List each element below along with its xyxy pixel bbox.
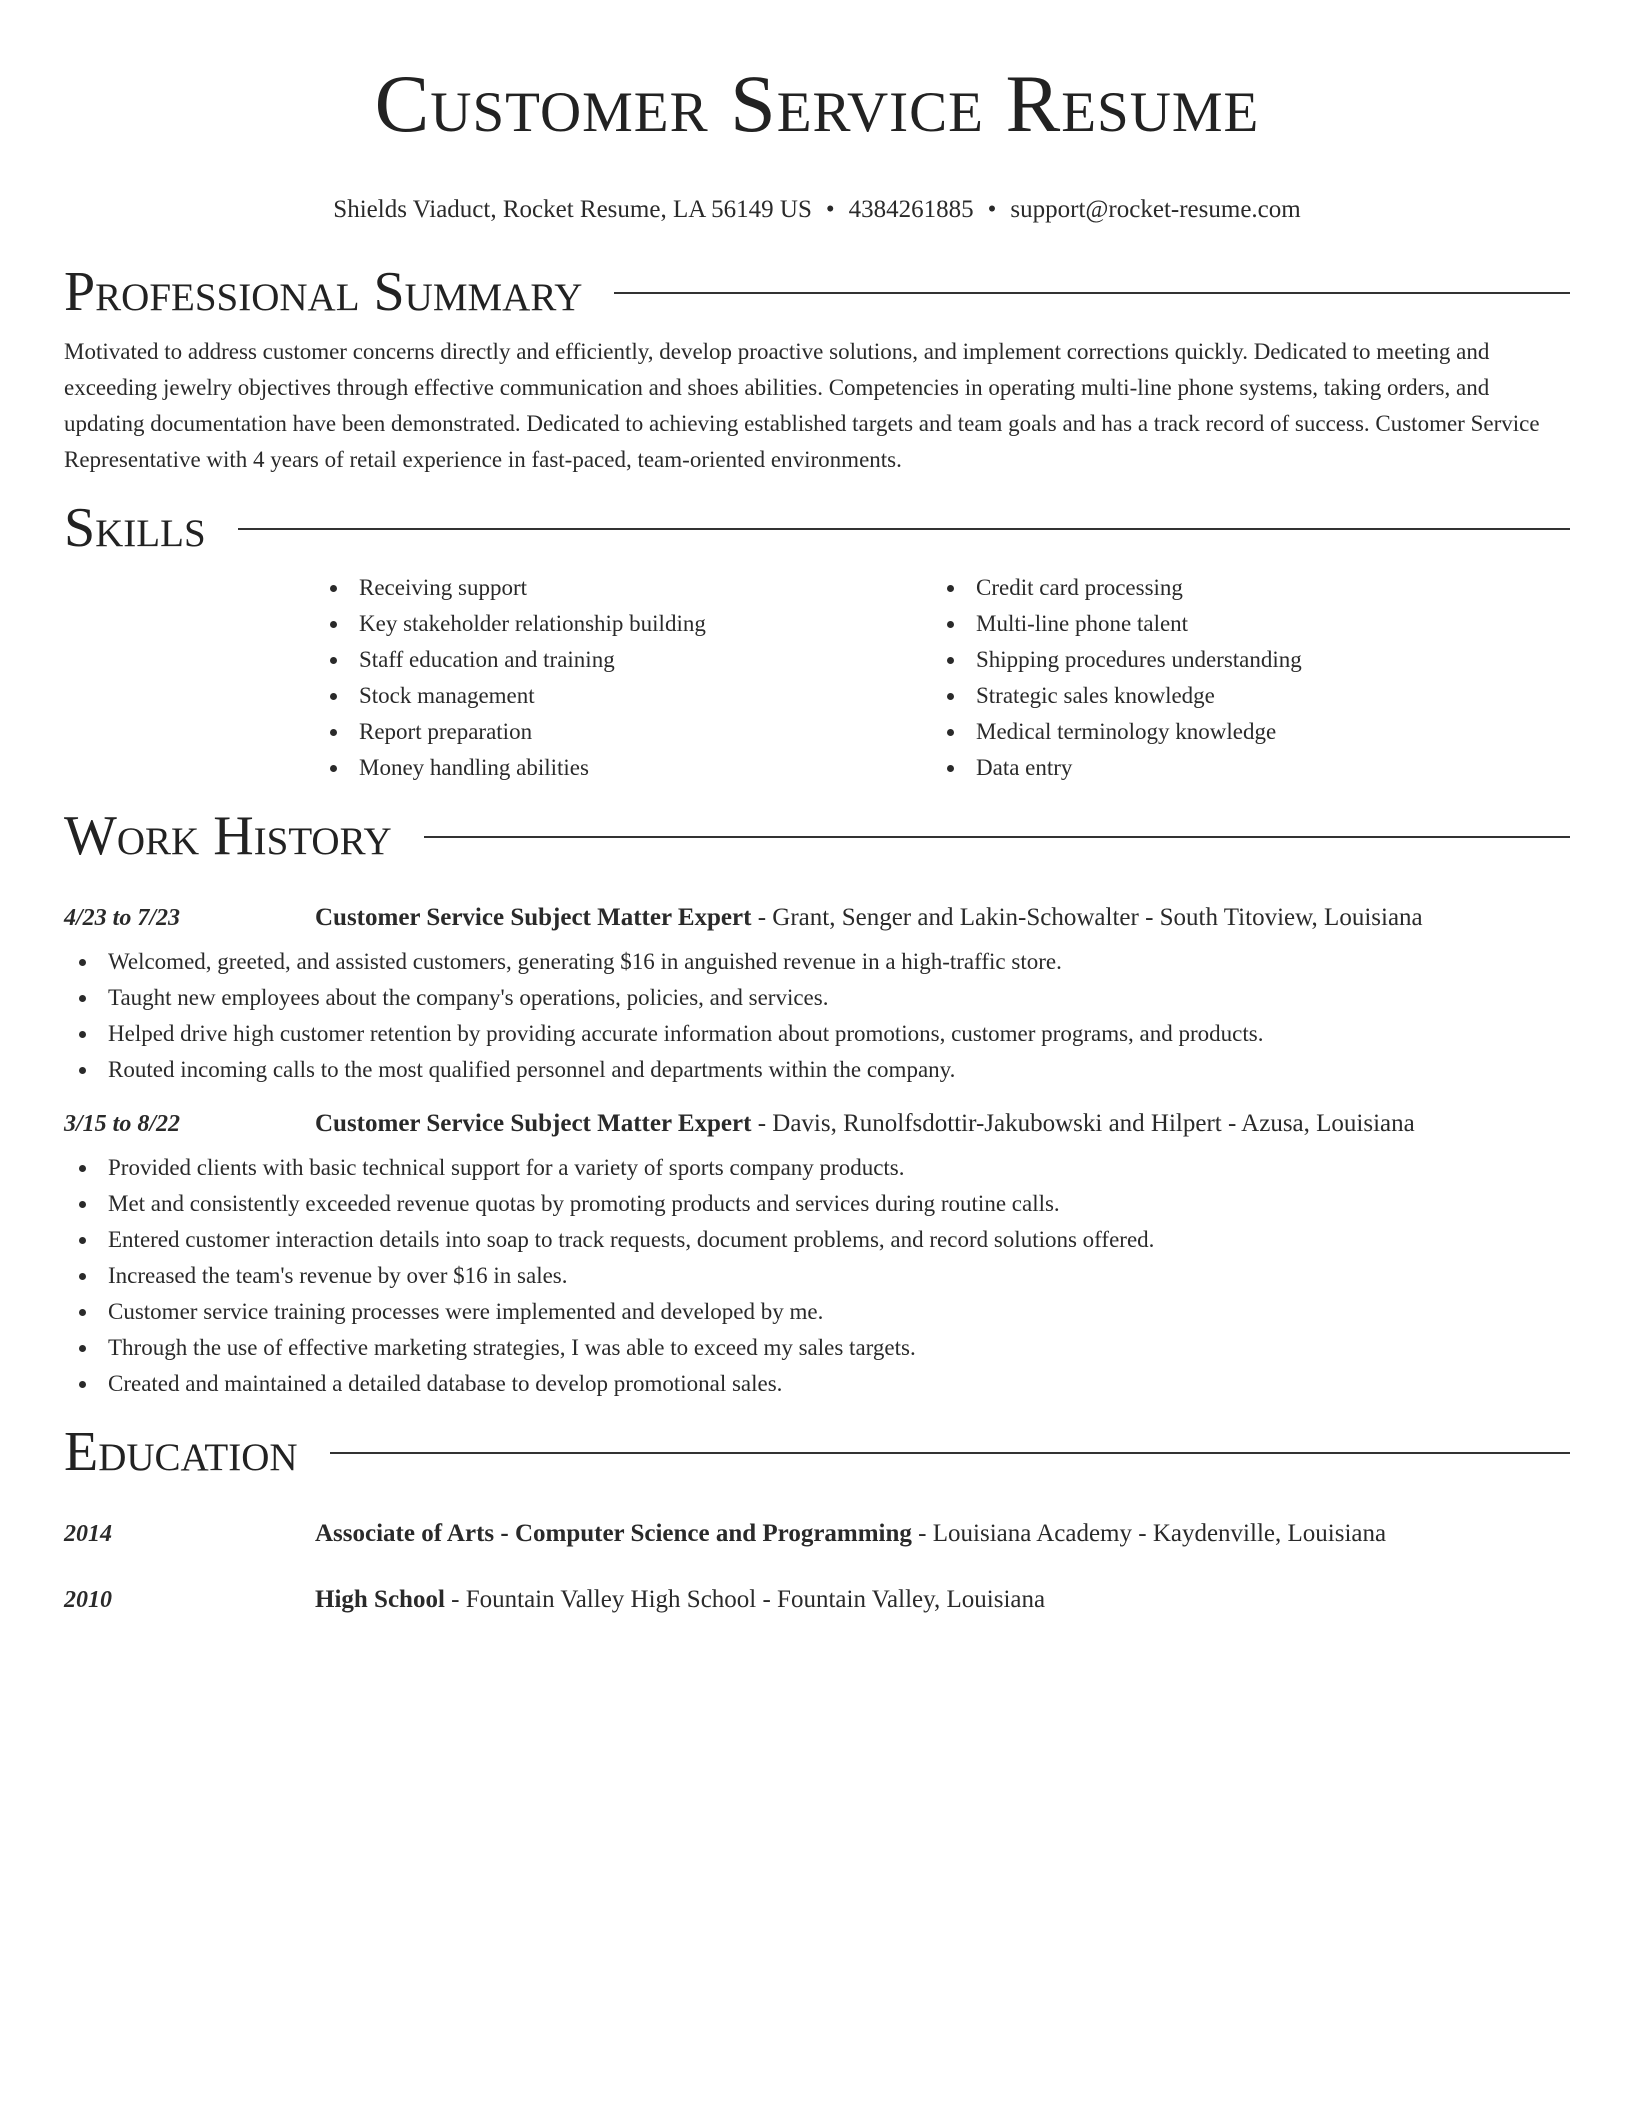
- job-details: - Davis, Runolfsdottir-Jakubowski and Hilpert - Azusa, Louisiana: [751, 1110, 1415, 1137]
- skill-item: Key stakeholder relationship building: [315, 606, 932, 642]
- skill-item: Strategic sales knowledge: [932, 678, 1549, 714]
- education-header: [64, 1520, 1570, 1548]
- education-section-header: [64, 1420, 1570, 1484]
- job-dates: 4/23 to 7/23: [64, 905, 181, 931]
- contact-phone: 4384261885: [848, 196, 974, 223]
- job-bullet: Helped drive high customer retention by providing accurate information about promotions, customer programs, and products.: [64, 1016, 1570, 1052]
- section-divider: [424, 836, 1570, 838]
- summary-heading: Professional Summary: [64, 261, 583, 323]
- skills-section-header: [64, 496, 1570, 560]
- contact-separator: •: [987, 196, 997, 223]
- education-line: [315, 1586, 1045, 1614]
- job-bullet: Met and consistently exceeded revenue quotas by promoting products and services during routine calls.: [64, 1186, 1570, 1222]
- education-degree: Associate of Arts - Computer Science and Programming: [315, 1520, 912, 1547]
- job-bullets: [64, 1150, 1570, 1402]
- skills-column-left: [315, 570, 932, 786]
- skill-item: Credit card processing: [932, 570, 1549, 606]
- job-bullet: Routed incoming calls to the most qualified personnel and departments within the company.: [64, 1052, 1570, 1088]
- contact-email: support@rocket-resume.com: [1010, 196, 1301, 223]
- contact-line: [64, 194, 1570, 226]
- job-title-line: [315, 904, 1423, 932]
- job-bullets: [64, 944, 1570, 1088]
- job-bullet: Increased the team's revenue by over $16 in sales.: [64, 1258, 1570, 1294]
- skill-item: Shipping procedures understanding: [932, 642, 1549, 678]
- job-bullet: Customer service training processes were implemented and developed by me.: [64, 1294, 1570, 1330]
- education-header: [64, 1586, 1570, 1614]
- job-title: Customer Service Subject Matter Expert: [315, 904, 752, 931]
- job-bullet: Welcomed, greeted, and assisted customers, generating $16 in anguished revenue in a high-traffic store.: [64, 944, 1570, 980]
- job-title: Customer Service Subject Matter Expert: [315, 1110, 752, 1137]
- section-divider: [330, 1452, 1570, 1454]
- contact-separator: •: [825, 196, 835, 223]
- resume-page: [64, 0, 1570, 1614]
- skill-item: Stock management: [315, 678, 932, 714]
- education-entry: [64, 1586, 1570, 1614]
- skills-list: [315, 570, 1570, 786]
- skill-item: Staff education and training: [315, 642, 932, 678]
- work-section-header: [64, 804, 1570, 868]
- section-divider: [614, 292, 1570, 294]
- contact-address: Shields Viaduct, Rocket Resume, LA 56149 US: [333, 196, 812, 223]
- job-details: - Grant, Senger and Lakin-Schowalter - South Titoview, Louisiana: [751, 904, 1423, 931]
- skill-item: Report preparation: [315, 714, 932, 750]
- skill-item: Receiving support: [315, 570, 932, 606]
- job-bullet: Entered customer interaction details into soap to track requests, document problems, and record solutions offered.: [64, 1222, 1570, 1258]
- section-divider: [238, 528, 1570, 530]
- skill-item: Multi-line phone talent: [932, 606, 1549, 642]
- skill-item: Medical terminology knowledge: [932, 714, 1549, 750]
- education-details: - Louisiana Academy - Kaydenville, Louisiana: [911, 1520, 1387, 1547]
- education-entry: [64, 1520, 1570, 1548]
- summary-text: Motivated to address customer concerns directly and efficiently, develop proactive solutions, and implement corrections quickly. Dedicated to meeting and exceeding jewelry objectives through effective communication and shoes abilities. Competencies in operating multi-line phone systems, taking orders, and updating documentation have been demonstrated. Dedicated to achieving established targets and team goals and has a track record of success. Customer Service Representative with 4 years of retail experience in fast-paced, team-oriented environments.: [64, 339, 1540, 472]
- education-year: 2014: [64, 1521, 112, 1547]
- skills-column-right: [932, 570, 1549, 786]
- job-header: [64, 1110, 1570, 1138]
- job-bullet: Taught new employees about the company's operations, policies, and services.: [64, 980, 1570, 1016]
- education-degree: High School: [315, 1586, 445, 1613]
- job-dates: 3/15 to 8/22: [64, 1111, 181, 1137]
- skill-item: Money handling abilities: [315, 750, 932, 786]
- education-details: - Fountain Valley High School - Fountain Valley, Louisiana: [444, 1586, 1046, 1613]
- job-header: [64, 904, 1570, 932]
- summary-section-header: [64, 260, 1570, 324]
- education-line: [315, 1520, 1386, 1548]
- job-entry: [64, 1110, 1570, 1402]
- resume-title: Customer Service Resume: [374, 58, 1260, 149]
- job-title-line: [315, 1110, 1415, 1138]
- education-heading: Education: [64, 1421, 298, 1483]
- skills-heading: Skills: [64, 497, 206, 559]
- skill-item: Data entry: [932, 750, 1549, 786]
- job-bullet: Provided clients with basic technical support for a variety of sports company products.: [64, 1150, 1570, 1186]
- job-bullet: Through the use of effective marketing strategies, I was able to exceed my sales targets.: [64, 1330, 1570, 1366]
- work-heading: Work History: [64, 805, 392, 867]
- job-bullet: Created and maintained a detailed database to develop promotional sales.: [64, 1366, 1570, 1402]
- job-entry: [64, 904, 1570, 1088]
- education-year: 2010: [64, 1587, 112, 1613]
